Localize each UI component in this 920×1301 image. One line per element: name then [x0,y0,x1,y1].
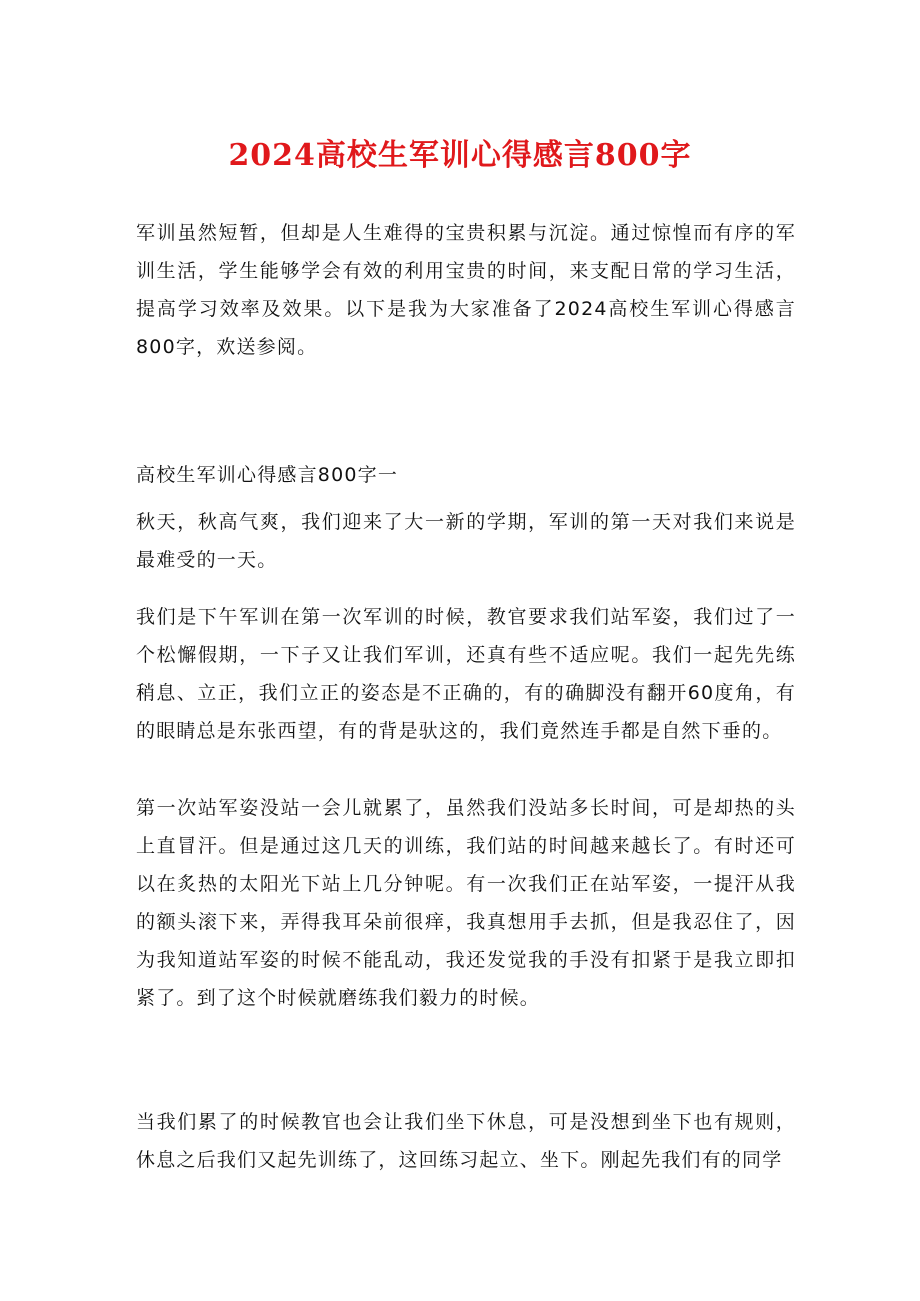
section-heading: 高校生军训心得感言800字一 [136,464,399,486]
body-paragraph: 第一次站军姿没站一会儿就累了，虽然我们没站多长时间，可是却热的头上直冒汗。但是通过这几天的训练，我们站的时间越来越长了。有时还可以在炙热的太阳光下站上几分钟呢。有一次我们正在站军姿，一提汗从我的额头滚下来，弄得我耳朵前很痒，我真想用手去抓，但是我忍住了，因为我知道站军姿的时候不能乱动，我还发觉我的手没有扣紧于是我立即扣紧了。到了这个时候就磨练我们毅力的时候。 [136,797,796,1009]
intro-paragraph: 军训虽然短暂，但却是人生难得的宝贵积累与沉淀。通过惊惶而有序的军训生活，学生能够学会有效的利用宝贵的时间，来支配日常的学习生活，提高学习效率及效果。以下是我为大家准备了2024高校生军训心得感言800字，欢送参阅。 [136,222,796,358]
document-title: 2024高校生军训心得感言800字 [228,138,692,173]
body-paragraph: 秋天，秋高气爽，我们迎来了大一新的学期，军训的第一天对我们来说是最难受的一天。 [136,511,796,571]
body-paragraph: 当我们累了的时候教官也会让我们坐下休息，可是没想到坐下也有规则，休息之后我们又起先训练了，这回练习起立、坐下。刚起先我们有的同学 [136,1111,796,1171]
body-paragraph: 我们是下午军训在第一次军训的时候，教官要求我们站军姿，我们过了一个松懈假期，一下子又让我们军训，还真有些不适应呢。我们一起先先练稍息、立正，我们立正的姿态是不正确的，有的确脚没有翻开60度角，有的眼睛总是东张西望，有的背是驮这的，我们竟然连手都是自然下垂的。 [136,606,796,742]
